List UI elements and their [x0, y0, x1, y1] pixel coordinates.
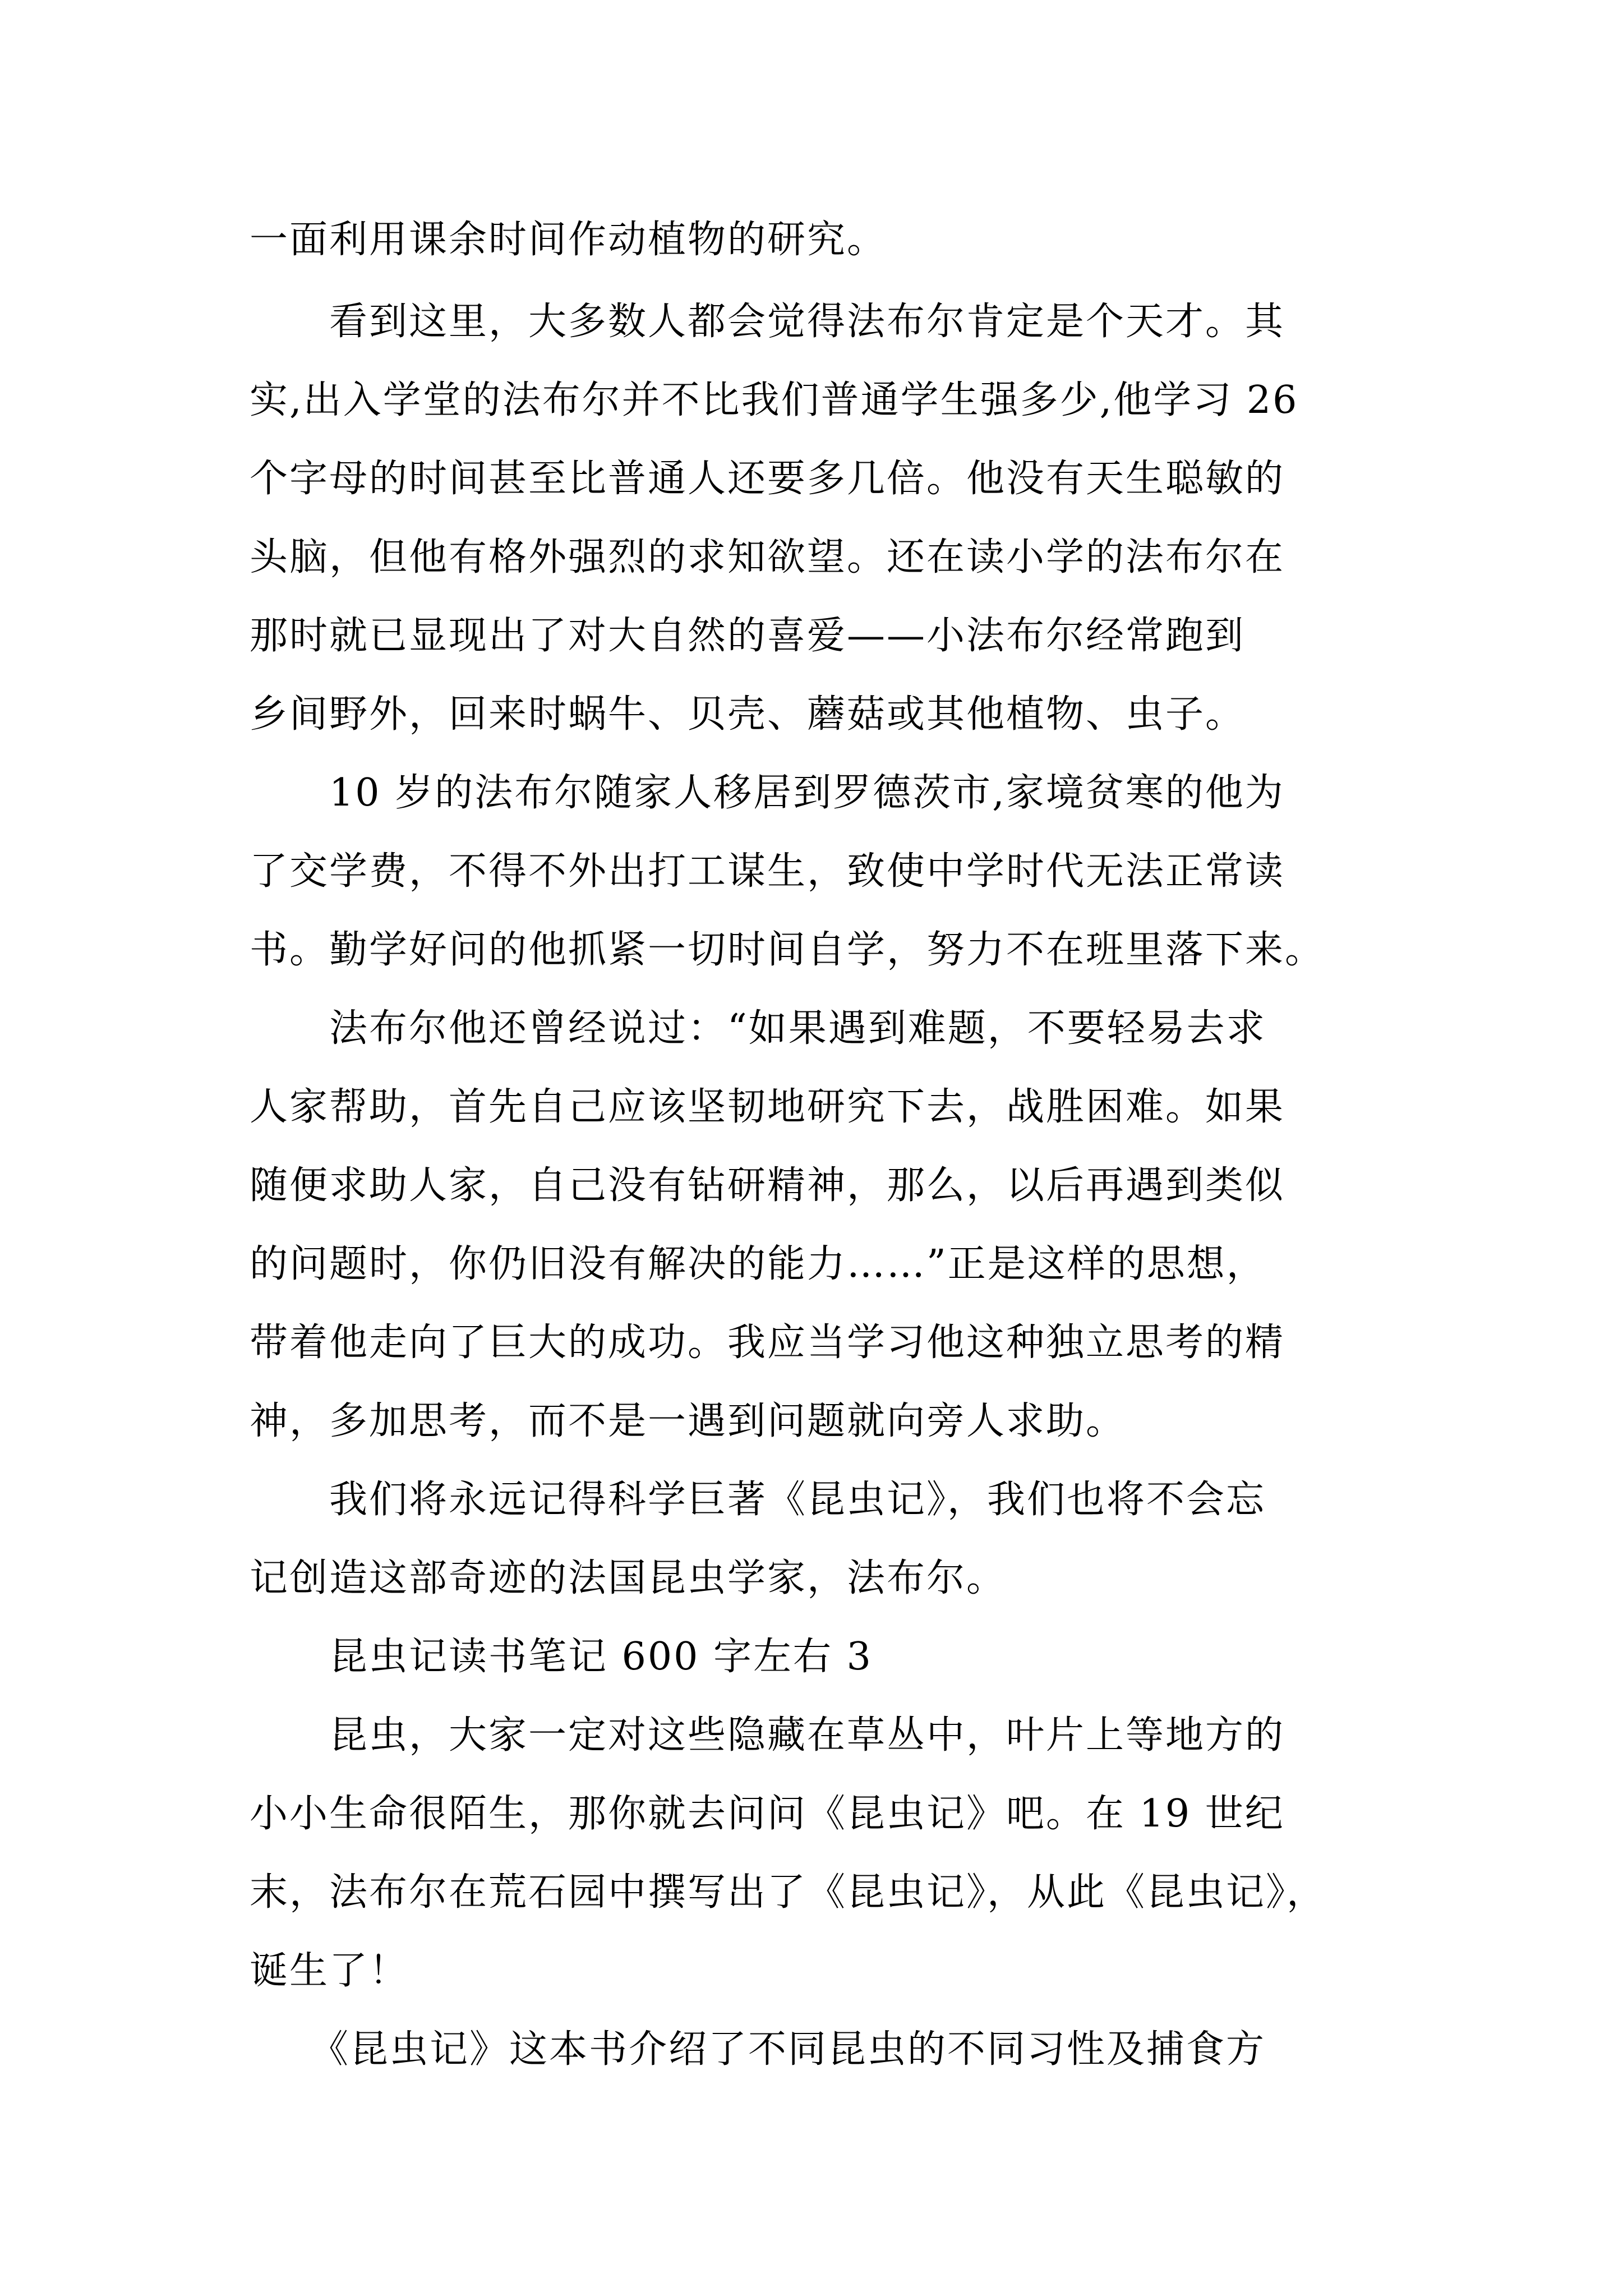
text-line: 记创造这部奇迹的法国昆虫学家，法布尔。 [250, 1556, 1007, 1600]
text-line: 实,出入学堂的法布尔并不比我们普通学生强多少,他学习 26 [250, 378, 1299, 422]
text-line: 书。勤学好问的他抓紧一切时间自学，努力不在班里落下来。 [250, 928, 1325, 972]
text-line: 诞生了！ [250, 1949, 409, 1993]
text-line: 了交学费，不得不外出打工谋生，致使中学时代无法正常读 [250, 849, 1285, 894]
text-line: 带着他走向了巨大的成功。我应当学习他这种独立思考的精 [250, 1320, 1285, 1365]
text-line: 的问题时，你仍旧没有解决的能力……”正是这样的思想， [250, 1242, 1266, 1286]
text-line: 末，法布尔在荒石园中撰写出了《昆虫记》，从此《昆虫记》， [250, 1870, 1327, 1915]
text-line: 一面利用课余时间作动植物的研究。 [250, 218, 887, 262]
text-line: 头脑，但他有格外强烈的求知欲望。还在读小学的法布尔在 [250, 535, 1285, 579]
text-line: 那时就已显现出了对大自然的喜爱——小法布尔经常跑到 [250, 614, 1246, 658]
text-line: 小小生命很陌生，那你就去问问《昆虫记》吧。在 19 世纪 [250, 1792, 1285, 1836]
text-line: 法布尔他还曾经说过：“如果遇到难题，不要轻易去求 [250, 1006, 1266, 1051]
text-line: 看到这里，大多数人都会觉得法布尔肯定是个天才。其 [250, 300, 1285, 344]
section-heading: 昆虫记读书笔记 600 字左右 3 [250, 1635, 873, 1679]
text-line: 我们将永远记得科学巨著《昆虫记》，我们也将不会忘 [250, 1478, 1266, 1522]
text-line: 随便求助人家，自己没有钻研精神，那么，以后再遇到类似 [250, 1163, 1285, 1208]
text-line: 神，多加思考，而不是一遇到问题就向旁人求助。 [250, 1399, 1126, 1443]
text-line: 10 岁的法布尔随家人移居到罗德茨市,家境贫寒的他为 [250, 771, 1285, 815]
text-line: 乡间野外，回来时蜗牛、贝壳、蘑菇或其他植物、虫子。 [250, 692, 1246, 737]
text-line: 昆虫，大家一定对这些隐藏在草丛中，叶片上等地方的 [250, 1713, 1285, 1757]
text-line: 人家帮助，首先自己应该坚韧地研究下去，战胜困难。如果 [250, 1085, 1285, 1129]
text-line: 《昆虫记》这本书介绍了不同昆虫的不同习性及捕食方 [250, 2027, 1266, 2072]
text-line: 个字母的时间甚至比普通人还要多几倍。他没有天生聪敏的 [250, 457, 1285, 501]
